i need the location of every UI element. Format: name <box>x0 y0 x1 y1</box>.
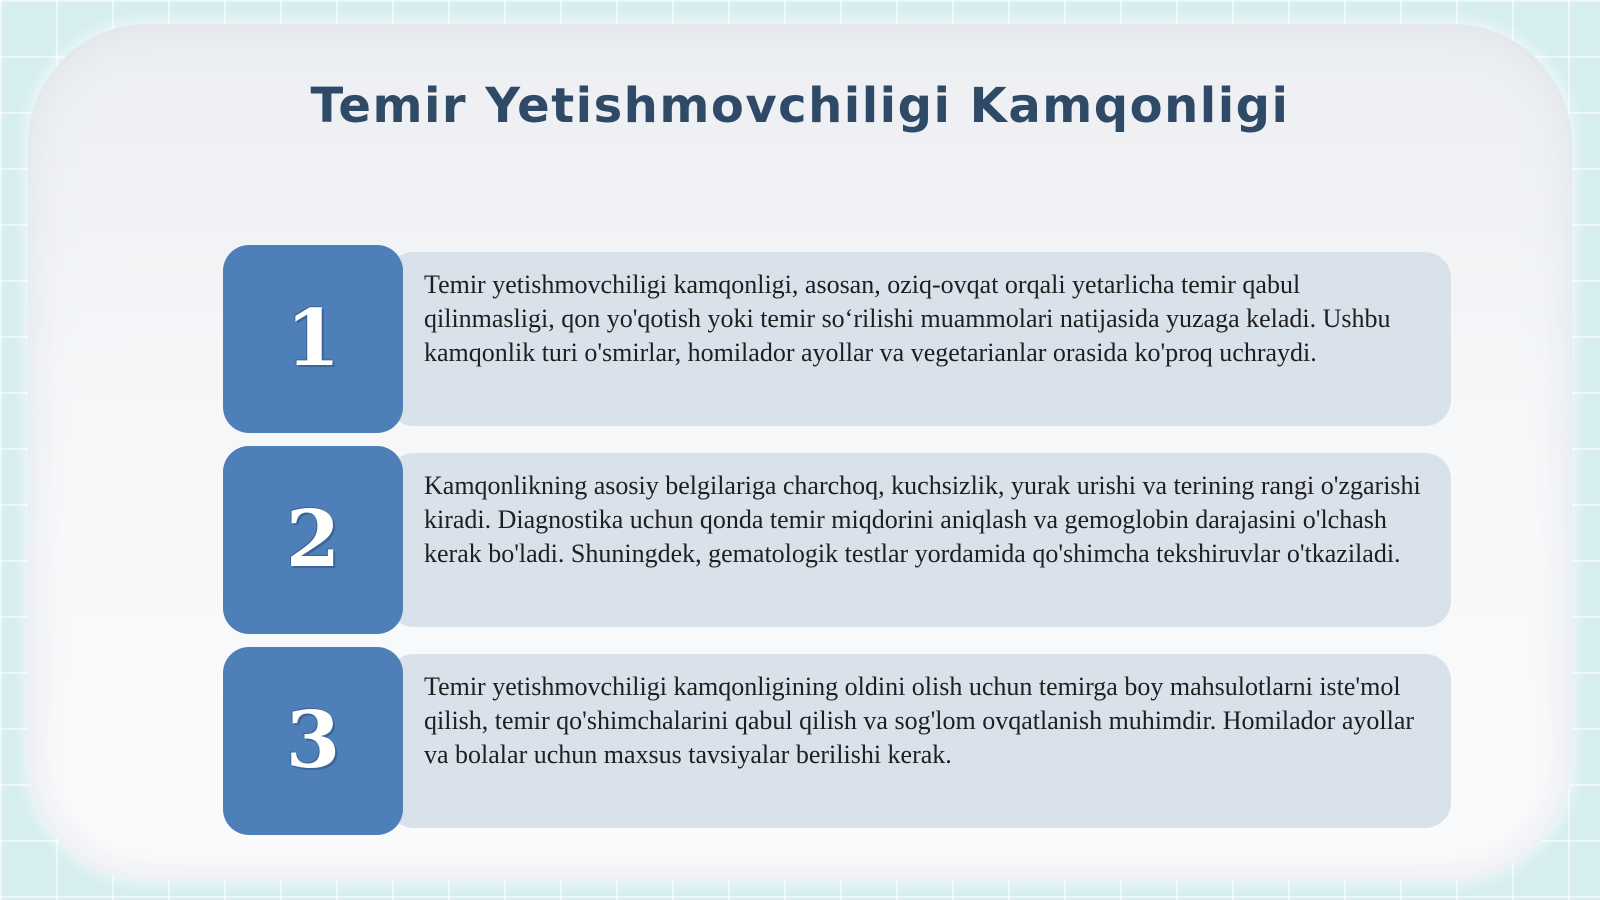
item-number: 2 <box>285 494 341 585</box>
item-text: Temir yetishmovchiligi kamqonligi, asosan, oziq-ovqat orqali yetarlicha temir qabul qilinmasligi, qon yo'qotish yoki temir so‘rilishi muammolari natijasida yuzaga keladi. Ushbu kamqonlik turi o'smirlar, homilador ayollar va vegetarianlar orasida ko'proq uchraydi. <box>424 270 1391 367</box>
slide-title: Temir Yetishmovchiligi Kamqonligi <box>310 78 1290 134</box>
list-item <box>223 245 1451 433</box>
number-badge <box>223 647 403 835</box>
item-number: 1 <box>285 293 341 384</box>
item-text-panel <box>388 453 1451 627</box>
item-text: Kamqonlikning asosiy belgilariga charchoq, kuchsizlik, yurak urishi va terining rangi o'zgarishi kiradi. Diagnostika uchun qonda temir miqdorini aniqlash va gemoglobin darajasini o'lchash kerak bo'ladi. Shuningdek, gematologik testlar yordamida qo'shimcha tekshiruvlar o'tkaziladi. <box>424 471 1421 568</box>
item-number: 3 <box>285 695 341 786</box>
item-text-panel <box>388 654 1451 828</box>
number-badge <box>223 446 403 634</box>
list-item <box>223 647 1451 835</box>
item-text-panel <box>388 252 1451 426</box>
list-item <box>223 446 1451 634</box>
number-badge <box>223 245 403 433</box>
item-text: Temir yetishmovchiligi kamqonligining oldini olish uchun temirga boy mahsulotlarni iste'mol qilish, temir qo'shimchalarini qabul qilish va sog'lom ovqatlanish muhimdir. Homilador ayollar va bolalar uchun maxsus tavsiyalar berilishi kerak. <box>424 672 1415 769</box>
